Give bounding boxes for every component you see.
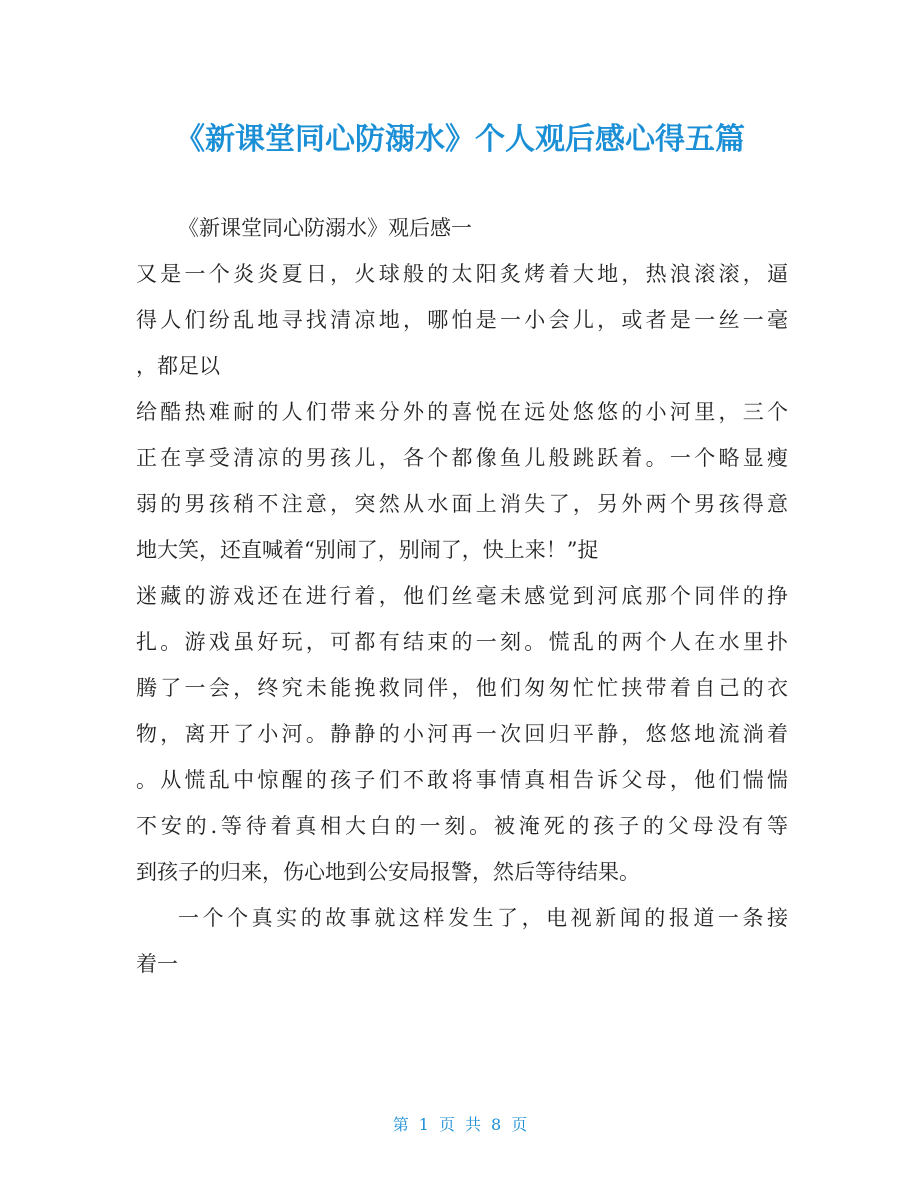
paragraph-line: 扎。游戏虽好玩，可都有结束的一刻。慌乱的两个人在水里扑 bbox=[136, 630, 788, 654]
document-body bbox=[136, 205, 788, 987]
footer-page-label: 页 bbox=[438, 1115, 455, 1134]
paragraph-line: 正在享受清凉的男孩儿，各个都像鱼儿般跳跃着。一个略显瘦 bbox=[136, 446, 788, 470]
paragraph-line: 不安的.等待着真相大白的一刻。被淹死的孩子的父母没有等 bbox=[136, 814, 788, 838]
total-page-count: 8 bbox=[491, 1115, 502, 1134]
current-page-number: 1 bbox=[418, 1115, 429, 1134]
paragraph-line: 迷藏的游戏还在进行着，他们丝毫未感觉到河底那个同伴的挣 bbox=[136, 584, 788, 608]
page-footer bbox=[0, 1113, 920, 1137]
document-title: 《新课堂同心防溺水》个人观后感心得五篇 bbox=[175, 122, 745, 157]
section-heading: 《新课堂同心防溺水》观后感一 bbox=[178, 216, 472, 240]
footer-total-label: 页 bbox=[511, 1115, 528, 1134]
footer-total-prefix: 共 bbox=[465, 1115, 482, 1134]
paragraph-line: 给酷热难耐的人们带来分外的喜悦在远处悠悠的小河里，三个 bbox=[136, 400, 788, 424]
paragraph-line: 着一 bbox=[136, 952, 178, 976]
paragraph-line: 腾了一会，终究未能挽救同伴，他们匆匆忙忙挟带着自己的衣 bbox=[136, 676, 788, 700]
paragraph-line: 物，离开了小河。静静的小河再一次回归平静，悠悠地流淌着 bbox=[136, 722, 788, 746]
paragraph-line: 弱的男孩稍不注意，突然从水面上消失了，另外两个男孩得意 bbox=[136, 492, 788, 516]
paragraph-line: 一个个真实的故事就这样发生了，电视新闻的报道一条接 bbox=[178, 906, 788, 930]
footer-prefix: 第 bbox=[392, 1115, 409, 1134]
paragraph-line: 到孩子的归来，伤心地到公安局报警，然后等待结果。 bbox=[136, 860, 640, 884]
paragraph-line: 地大笑，还直喊着“别闹了，别闹了，快上来！”捉 bbox=[136, 538, 599, 562]
paragraph-line: 。从慌乱中惊醒的孩子们不敢将事情真相告诉父母，他们惴惴 bbox=[136, 768, 788, 792]
paragraph-line: 得人们纷乱地寻找清凉地，哪怕是一小会儿，或者是一丝一毫 bbox=[136, 308, 788, 332]
paragraph-line: ，都足以 bbox=[136, 354, 220, 378]
paragraph-line: 又是一个炎炎夏日，火球般的太阳炙烤着大地，热浪滚滚，逼 bbox=[136, 262, 788, 286]
